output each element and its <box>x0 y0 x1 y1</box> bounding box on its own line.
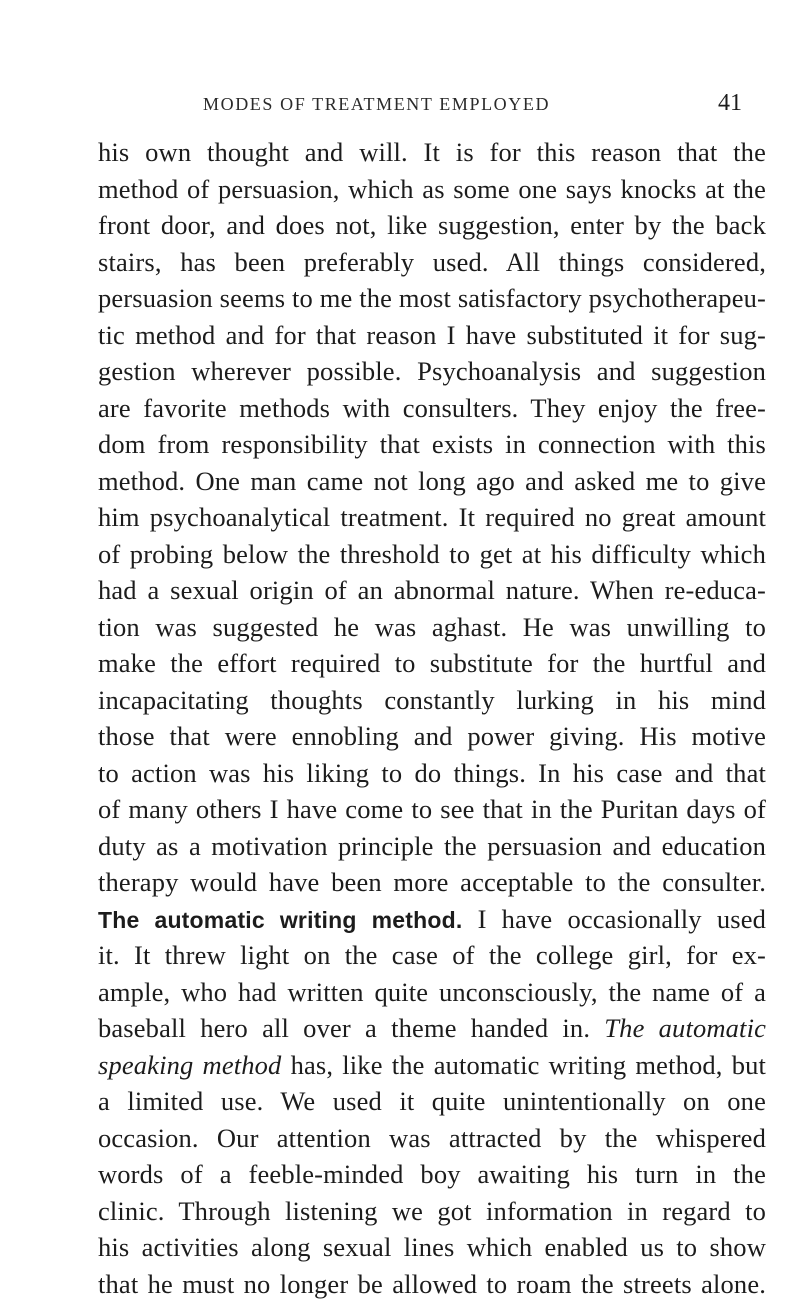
text-line <box>98 682 766 719</box>
text-line <box>98 317 766 354</box>
text-line <box>98 718 766 755</box>
text-run: make the effort required to substitute for the hurtful and <box>98 648 766 678</box>
text-run: stairs, has been preferably used. All things considered, <box>98 247 766 277</box>
page-number: 41 <box>718 90 742 117</box>
text-line <box>98 645 766 682</box>
text-line <box>98 426 766 463</box>
text-run: a limited use. We used it quite unintentionally on one <box>98 1086 766 1116</box>
text-run: of many others I have come to see that in the Puritan days of <box>98 794 766 824</box>
text-run: method of persuasion, which as some one says knocks at the <box>98 174 766 204</box>
text-line <box>98 1266 766 1302</box>
italic-term: speaking method <box>98 1050 281 1080</box>
text-line <box>98 134 766 171</box>
text-run: baseball hero all over a theme handed in. <box>98 1013 604 1043</box>
text-run: incapacitating thoughts constantly lurking in his mind <box>98 685 766 715</box>
text-run: it. It threw light on the case of the college girl, for ex- <box>98 940 766 970</box>
text-run: clinic. Through listening we got information in regard to <box>98 1196 766 1226</box>
text-line <box>98 1047 766 1084</box>
text-line <box>98 1193 766 1230</box>
text-line <box>98 937 766 974</box>
text-line <box>98 353 766 390</box>
text-line <box>98 207 766 244</box>
text-run: ample, who had written quite unconsciously, the name of a <box>98 977 766 1007</box>
running-header <box>100 92 760 122</box>
text-line <box>98 1120 766 1157</box>
text-line <box>98 244 766 281</box>
text-run: those that were ennobling and power giving. His motive <box>98 721 766 751</box>
text-line <box>98 1229 766 1266</box>
text-run: tic method and for that reason I have substituted it for sug- <box>98 320 766 350</box>
text-run: his own thought and will. It is for this reason that the <box>98 137 766 167</box>
text-line <box>98 280 766 317</box>
text-line <box>98 901 766 938</box>
text-line <box>98 791 766 828</box>
text-run: his activities along sexual lines which enabled us to show <box>98 1232 766 1262</box>
text-run: to action was his liking to do things. In his case and that <box>98 758 766 788</box>
text-run: method. One man came not long ago and asked me to give <box>98 466 766 496</box>
text-run: therapy would have been more acceptable to the consulter. <box>98 867 766 897</box>
text-line <box>98 572 766 609</box>
text-line <box>98 1156 766 1193</box>
text-line <box>98 1083 766 1120</box>
text-run: dom from responsibility that exists in connection with this <box>98 429 766 459</box>
text-run: gestion wherever possible. Psychoanalysis and suggestion <box>98 356 766 386</box>
body-text <box>98 134 766 1302</box>
text-run: had a sexual origin of an abnormal nature. When re-educa- <box>98 575 766 605</box>
text-run: I have occasionally used <box>462 904 766 934</box>
text-line <box>98 1010 766 1047</box>
text-run: words of a feeble-minded boy awaiting his turn in the <box>98 1159 766 1189</box>
text-line <box>98 828 766 865</box>
text-run: him psychoanalytical treatment. It required no great amount <box>98 502 766 532</box>
section-heading: The automatic writing method. <box>98 907 462 933</box>
text-line <box>98 171 766 208</box>
text-line <box>98 609 766 646</box>
text-run: front door, and does not, like suggestion, enter by the back <box>98 210 766 240</box>
text-line <box>98 390 766 427</box>
running-title: MODES OF TREATMENT EMPLOYED <box>203 94 550 115</box>
text-run: tion was suggested he was aghast. He was unwilling to <box>98 612 766 642</box>
text-run: has, like the automatic writing method, but <box>281 1050 766 1080</box>
text-run: persuasion seems to me the most satisfactory psychotherapeu- <box>98 283 766 313</box>
text-run: that he must no longer be allowed to roam the streets alone. <box>98 1269 766 1299</box>
text-run: of probing below the threshold to get at his difficulty which <box>98 539 766 569</box>
text-line <box>98 499 766 536</box>
text-line <box>98 974 766 1011</box>
italic-term: The automatic <box>604 1013 766 1043</box>
text-run: are favorite methods with consulters. They enjoy the free- <box>98 393 766 423</box>
text-run: occasion. Our attention was attracted by the whispered <box>98 1123 766 1153</box>
text-line <box>98 864 766 901</box>
text-run: duty as a motivation principle the persuasion and education <box>98 831 766 861</box>
text-line <box>98 755 766 792</box>
text-line <box>98 463 766 500</box>
text-line <box>98 536 766 573</box>
